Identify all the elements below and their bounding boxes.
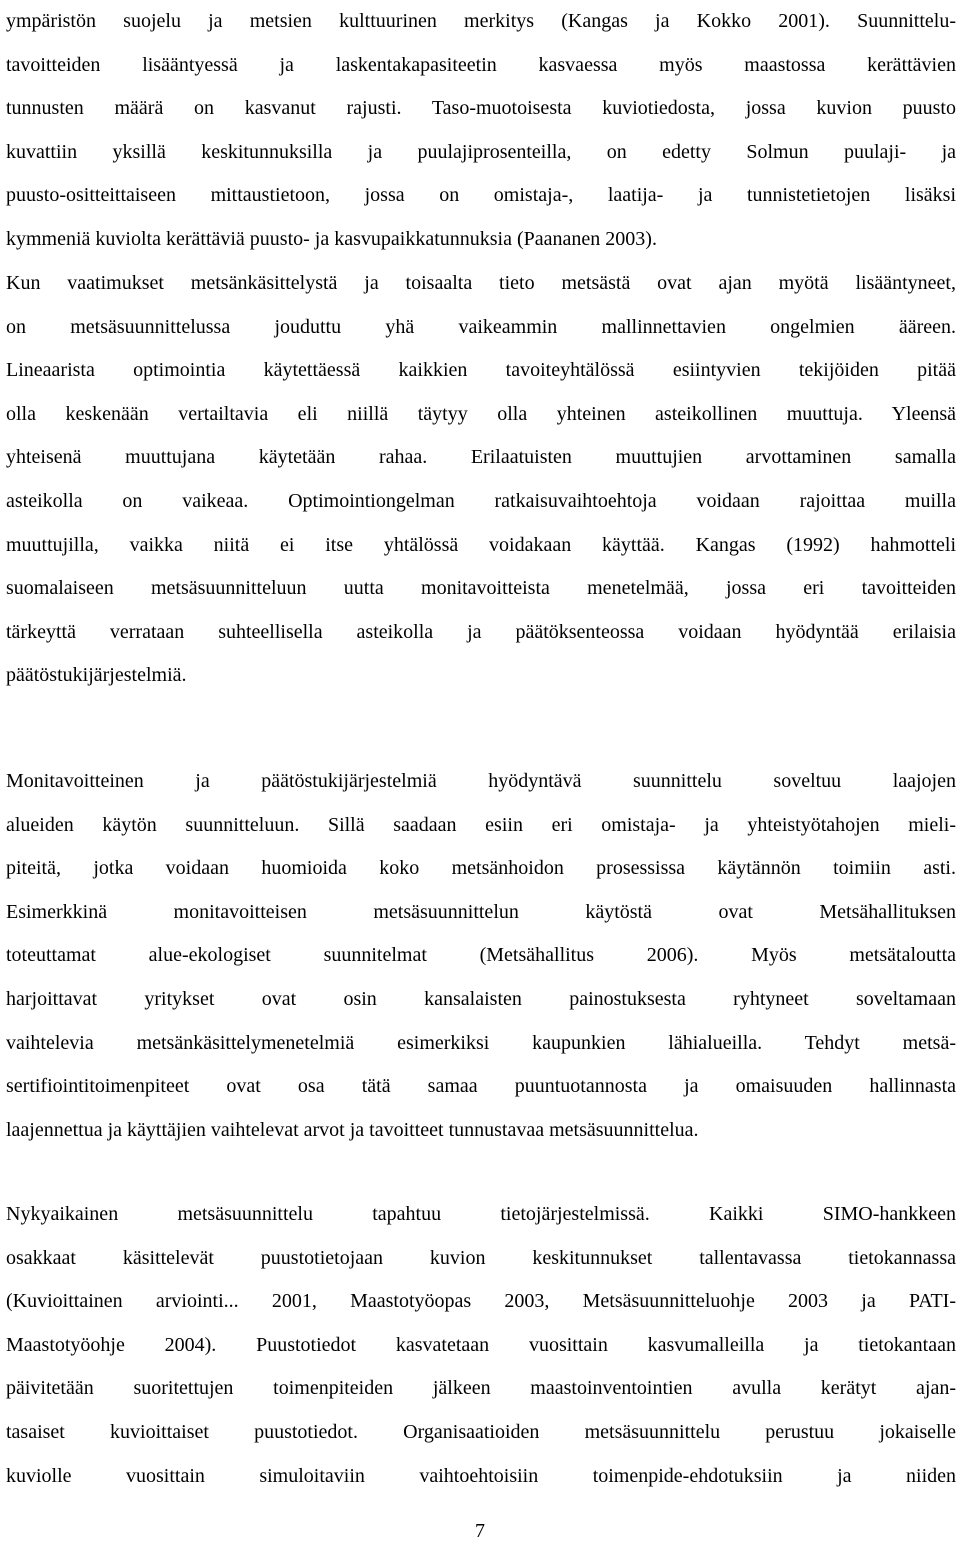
- text-line: asteikolla on vaikeaa. Optimointiongelman ratkaisuvaihtoehtoja voidaan rajoittaa muilla: [6, 489, 956, 512]
- paragraph-1: [6, 0, 956, 262]
- text-line: Esimerkkinä monitavoitteisen metsäsuunnittelun käytöstä ovat Metsähallituksen: [6, 900, 956, 923]
- text-line: päivitetään suoritettujen toimenpiteiden jälkeen maastoinventointien avulla kerätyt ajan-: [6, 1377, 956, 1400]
- text-line: kymmeniä kuviolta kerättäviä puusto- ja kasvupaikkatunnuksia (Paananen 2003).: [6, 227, 657, 250]
- text-line: toteuttamat alue-ekologiset suunnitelmat (Metsähallitus 2006). Myös metsätaloutta: [6, 944, 956, 967]
- paragraph-2: [6, 262, 956, 698]
- text-line: ympäristön suojelu ja metsien kulttuurinen merkitys (Kangas ja Kokko 2001). Suunnittelu-: [6, 10, 956, 32]
- text-line: Maastotyöohje 2004). Puustotiedot kasvatetaan vuosittain kasvumalleilla ja tietokantaan: [6, 1333, 956, 1356]
- text-line: laajennettua ja käyttäjien vaihtelevat arvot ja tavoitteet tunnustavaa metsäsuunnittelua.: [6, 1118, 699, 1141]
- text-line: yhteisenä muuttujana käytetään rahaa. Erilaatuisten muuttujien arvottaminen samalla: [6, 446, 956, 469]
- text-line: on metsäsuunnittelussa jouduttu yhä vaikeammin mallinnettavien ongelmien ääreen.: [6, 315, 956, 338]
- text-line: tärkeyttä verrataan suhteellisella asteikolla ja päätöksenteossa voidaan hyödyntää erilaisia: [6, 620, 956, 643]
- text-line: Nykyaikainen metsäsuunnittelu tapahtuu tietojärjestelmissä. Kaikki SIMO-hankkeen: [6, 1203, 956, 1225]
- text-line: tunnusten määrä on kasvanut rajusti. Taso-muotoisesta kuviotiedosta, jossa kuvion puusto: [6, 97, 956, 120]
- text-line: päätöstukijärjestelmiä.: [6, 664, 187, 687]
- text-line: piteitä, jotka voidaan huomioida koko metsänhoidon prosessissa käytännön toimiin asti.: [6, 857, 956, 880]
- text-line: Lineaarista optimointia käytettäessä kaikkien tavoiteyhtälössä esiintyvien tekijöiden pitää: [6, 359, 956, 382]
- paragraph-4: [6, 1193, 956, 1498]
- text-line: kuviolle vuosittain simuloitaviin vaihtoehtoisiin toimenpide-ehdotuksiin ja niiden: [6, 1464, 956, 1487]
- text-line: olla keskenään vertailtavia eli niillä täytyy olla yhteinen asteikollinen muuttuja. Yleensä: [6, 402, 956, 425]
- text-line: Monitavoitteinen ja päätöstukijärjestelmiä hyödyntävä suunnittelu soveltuu laajojen: [6, 770, 956, 792]
- text-line: suomalaiseen metsäsuunnitteluun uutta monitavoitteista menetelmää, jossa eri tavoitteiden: [6, 577, 956, 600]
- text-line: Kun vaatimukset metsänkäsittelystä ja toisaalta tieto metsästä ovat ajan myötä lisääntyneet,: [6, 272, 956, 294]
- text-line: sertifiointitoimenpiteet ovat osa tätä samaa puuntuotannosta ja omaisuuden hallinnasta: [6, 1075, 956, 1098]
- page-number: 7: [475, 1520, 485, 1542]
- text-line: vaihtelevia metsänkäsittelymenetelmiä esimerkiksi kaupunkien lähialueilla. Tehdyt metsä-: [6, 1031, 956, 1054]
- text-line: puusto-ositteittaiseen mittaustietoon, jossa on omistaja-, laatija- ja tunnistetietojen lisäksi: [6, 184, 956, 207]
- text-line: muuttujilla, vaikka niitä ei itse yhtälössä voidakaan käyttää. Kangas (1992) hahmotteli: [6, 533, 956, 556]
- text-line: osakkaat käsittelevät puustotietojaan kuvion keskitunnukset tallentavassa tietokannassa: [6, 1246, 956, 1269]
- text-line: (Kuvioittainen arviointi... 2001, Maastotyöopas 2003, Metsäsuunnitteluohje 2003 ja PATI-: [6, 1290, 956, 1313]
- text-line: tasaiset kuvioittaiset puustotiedot. Organisaatioiden metsäsuunnittelu perustuu jokaiselle: [6, 1420, 956, 1443]
- text-line: kuvattiin yksillä keskitunnuksilla ja puulajiprosenteilla, on edetty Solmun puulaji- ja: [6, 140, 956, 163]
- paragraph-3: [6, 760, 956, 1152]
- text-line: alueiden käytön suunnitteluun. Sillä saadaan esiin eri omistaja- ja yhteistyötahojen mieli-: [6, 813, 956, 836]
- text-line: tavoitteiden lisääntyessä ja laskentakapasiteetin kasvaessa myös maastossa kerättävien: [6, 53, 956, 76]
- text-line: harjoittavat yritykset ovat osin kansalaisten painostuksesta ryhtyneet soveltamaan: [6, 987, 956, 1010]
